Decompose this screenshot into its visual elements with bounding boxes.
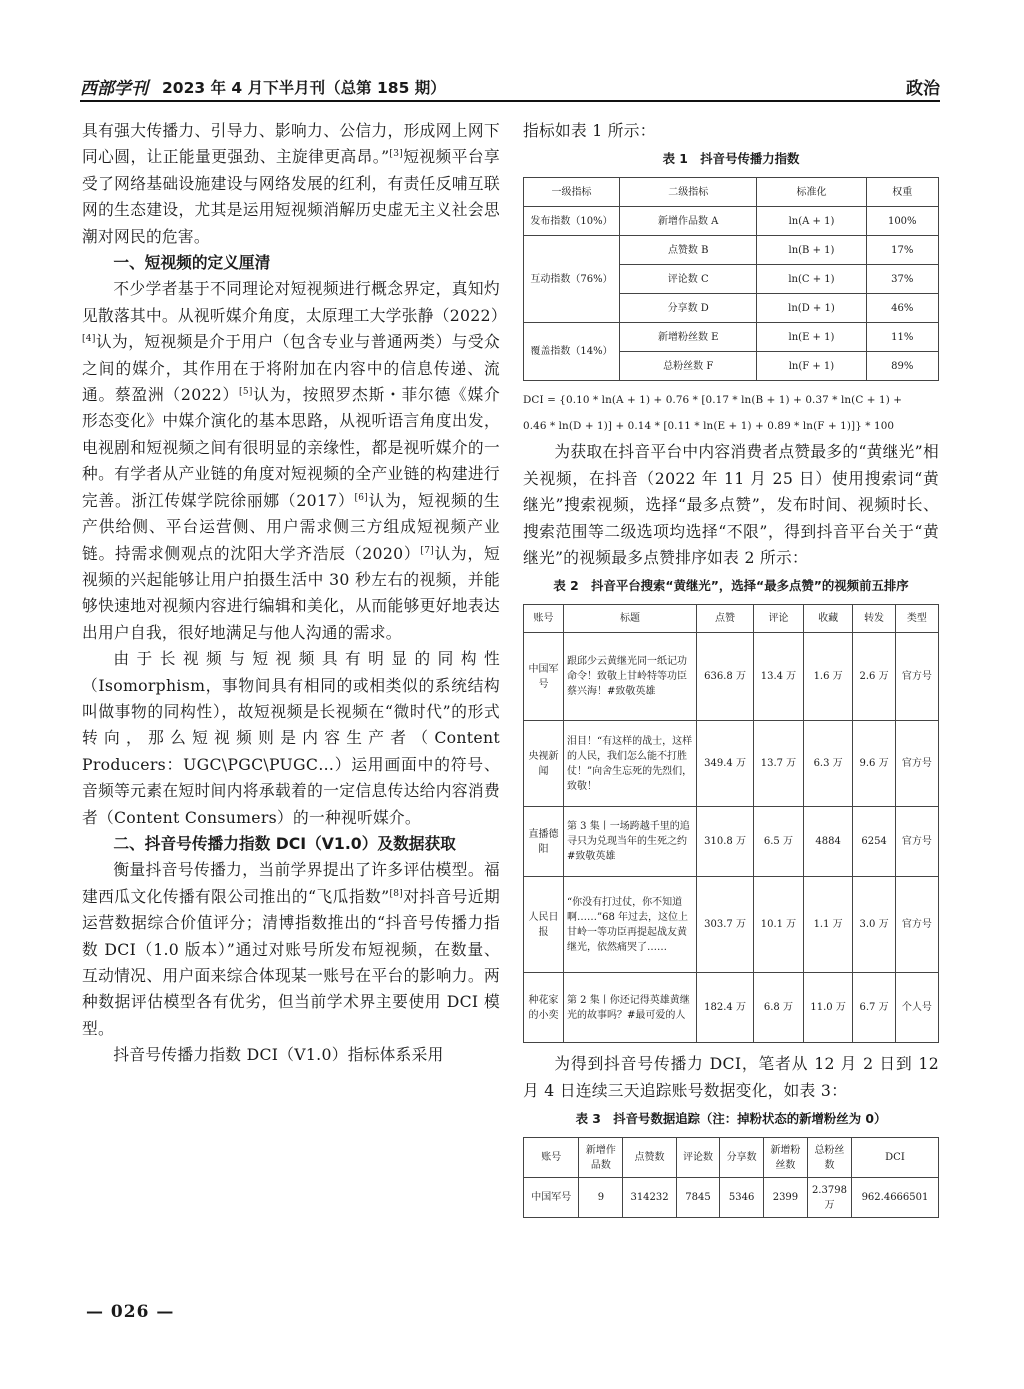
table-cell: 点赞数 B [620, 236, 757, 265]
table-cell: ln(E + 1) [757, 323, 866, 352]
left-column [82, 118, 507, 1069]
citation[interactable]: [3] [389, 149, 404, 160]
table-header-cell: 账号 [524, 605, 564, 633]
table-top-videos [523, 604, 939, 1043]
table-header-cell: 评论数 [676, 1138, 720, 1178]
table-cell: 303.7 万 [697, 877, 754, 973]
table-cell: 第 2 集丨你还记得英雄黄继光的故事吗？#最可爱的人 [564, 973, 697, 1043]
table-cell: 6.7 万 [853, 973, 895, 1043]
table-cell: 覆盖指数（14%） [524, 323, 620, 381]
table-header-cell: 二级指标 [620, 178, 757, 207]
table-cell: 跟邱少云黄继光同一纸记功命令！致敬上甘岭特等功臣蔡兴海！#致敬英雄 [564, 633, 697, 721]
table-cell: 6.8 万 [754, 973, 804, 1043]
table-cell: 314232 [623, 1178, 676, 1218]
table-cell: 6254 [853, 807, 895, 877]
issue-info: 2023 年 4 月下半月刊（总第 185 期） [162, 79, 446, 97]
table-header-cell: DCI [851, 1138, 938, 1178]
table-cell: 1.6 万 [803, 633, 853, 721]
table-cell: 9 [579, 1178, 623, 1218]
table-row [524, 973, 939, 1043]
table-cell: 官方号 [895, 877, 938, 973]
table-cell: 37% [866, 265, 939, 294]
header-rule [80, 100, 940, 102]
table-header-cell: 点赞 [697, 605, 754, 633]
table-header-cell: 总粉丝数 [807, 1138, 851, 1178]
table-cell: 962.4666501 [851, 1178, 938, 1218]
table-header-cell: 收藏 [803, 605, 853, 633]
table-header-row [524, 1138, 939, 1178]
table-cell: 5346 [720, 1178, 764, 1218]
table-cell: 1.1 万 [803, 877, 853, 973]
table-caption: 表 2 抖音平台搜索“黄继光”，选择“最多点赞”的视频前五排序 [553, 578, 909, 594]
paragraph: 为获取在抖音平台中内容消费者点赞最多的“黄继光”相关视频，在抖音（2022 年 11 月 25 日）使用搜索词“黄继光”搜索视频，选择“最多点赞”，发布时间、视频时长、搜索范围等二级选项均选择“不限”，得到抖音平台关于“黄继光”的视频最多点赞排序如表 2 所示： [523, 442, 939, 568]
table-cell: 中国军号 [524, 1178, 579, 1218]
table-row [524, 323, 939, 352]
table-cell: 评论数 C [620, 265, 757, 294]
right-column [523, 118, 939, 1218]
table-cell: 17% [866, 236, 939, 265]
table-cell: 636.8 万 [697, 633, 754, 721]
paragraph: 由于长视频与短视频具有明显的同构性（Isomorphism，事物间具有相同的或相类似的系统结构叫做事物的同构性），故短视频是长视频在“微时代”的形式转向，那么短视频则是内容生产者（Content Producers：UGC\PGC\PUGC…）运用画面中的符号、音频等元素在短时间内将承载着的一定信息传达给内容消费者（Content Consumers）的一种视听媒介。 [82, 649, 500, 827]
table-cell: 互动指数（76%） [524, 236, 620, 323]
table-cell: 发布指数（10%） [524, 207, 620, 236]
table-dci-index [523, 177, 939, 381]
table-header-cell: 账号 [524, 1138, 579, 1178]
formula [523, 387, 939, 439]
citation[interactable]: [8] [389, 888, 404, 899]
table-header-cell: 转发 [853, 605, 895, 633]
table-cell: 10.1 万 [754, 877, 804, 973]
table-cell: ln(A + 1) [757, 207, 866, 236]
table-cell: “你没有打过仗，你不知道啊……”68 年过去，这位上甘岭一等功臣再提起战友黄继光，依然痛哭了…… [564, 877, 697, 973]
table-header-cell: 新增粉丝数 [763, 1138, 807, 1178]
table-header-cell: 评论 [754, 605, 804, 633]
table-cell: 9.6 万 [853, 721, 895, 807]
table-cell: 第 3 集丨一场跨越千里的追寻只为兑现当年的生死之约#致敬英雄 [564, 807, 697, 877]
table-cell: 种花家的小奕 [524, 973, 564, 1043]
page-header [80, 74, 940, 98]
table-cell: 新增作品数 A [620, 207, 757, 236]
table-cell: ln(B + 1) [757, 236, 866, 265]
formula-line: 0.46 * ln(D + 1)] + 0.14 * [0.11 * ln(E + 1) + 0.89 * ln(F + 1)]} * 100 [523, 420, 895, 433]
table-header-row [524, 605, 939, 633]
table-cell: 100% [866, 207, 939, 236]
table-cell: 2.3798 万 [807, 1178, 851, 1218]
table-cell: ln(D + 1) [757, 294, 866, 323]
table-header-cell: 一级指标 [524, 178, 620, 207]
table-header-row [524, 178, 939, 207]
table-cell: 央视新闻 [524, 721, 564, 807]
page-number: — 026 — [86, 1302, 175, 1322]
table-cell: 分享数 D [620, 294, 757, 323]
table-account-tracking [523, 1137, 939, 1218]
table-cell: 个人号 [895, 973, 938, 1043]
table-header-cell: 点赞数 [623, 1138, 676, 1178]
section-heading: 一、短视频的定义厘清 [113, 253, 271, 273]
table-row [524, 721, 939, 807]
journal-logo: 西部学刊 [80, 79, 148, 99]
table-cell: 13.7 万 [754, 721, 804, 807]
table-header-cell: 新增作品数 [579, 1138, 623, 1178]
table-header-cell: 类型 [895, 605, 938, 633]
citation[interactable]: [5] [239, 386, 253, 397]
paragraph: 衡量抖音号传播力，当前学界提出了许多评估模型。福建西瓜文化传播有限公司推出的“飞瓜指数”[8]对抖音号近期运营数据综合价值评分；清博指数推出的“抖音号传播力指数 DCI（1.0 版本）”通过对账号所发布短视频，在数量、互动情况、用户面来综合体现某一账号在平台的影响力。两种数据评估模型各有优劣，但当前学术界主要使用 DCI 模型。 [82, 860, 500, 1038]
table-cell: ln(C + 1) [757, 265, 866, 294]
table-cell: 46% [866, 294, 939, 323]
table-cell: 182.4 万 [697, 973, 754, 1043]
table-header-cell: 分享数 [720, 1138, 764, 1178]
table-cell: 310.8 万 [697, 807, 754, 877]
table-cell: 2399 [763, 1178, 807, 1218]
table-cell: 中国军号 [524, 633, 564, 721]
table-row [524, 633, 939, 721]
table-cell: 89% [866, 352, 939, 381]
table-cell: 总粉丝数 F [620, 352, 757, 381]
table-header-cell: 权重 [866, 178, 939, 207]
section-name: 政治 [906, 79, 940, 99]
table-cell: 2.6 万 [853, 633, 895, 721]
table-cell: 新增粉丝数 E [620, 323, 757, 352]
table-cell: 11.0 万 [803, 973, 853, 1043]
table-cell: 3.0 万 [853, 877, 895, 973]
table-cell: 349.4 万 [697, 721, 754, 807]
paragraph: 具有强大传播力、引导力、影响力、公信力，形成网上网下同心圆，让正能量更强劲、主旋律更高昂。”[3]短视频平台享受了网络基础设施建设与网络发展的红利，有责任反哺互联网的生态建设，尤其是运用短视频消解历史虚无主义社会思潮对网民的危害。 [82, 121, 500, 246]
paragraph: 不少学者基于不同理论对短视频进行概念界定，真知灼见散落其中。从视听媒介角度，太原理工大学张静（2022）[4]认为，短视频是介于用户（包含专业与普通两类）与受众之间的媒介，其作用在于将附加在内容中的信息传递、流通。蔡盈洲（2022）[5]认为，按照罗杰斯・菲尔德《媒介形态变化》中媒介演化的基本思路，从视听语言角度出发，电视剧和短视频之间有很明显的亲缘性，都是视听媒介的一种。有学者从产业链的角度对短视频的全产业链的构建进行完善。浙江传媒学院徐丽娜（2017）[6]认为，短视频的生产供给侧、平台运营侧、用户需求侧三方组成短视频产业链。持需求侧观点的沈阳大学齐浩辰（2020）[7]认为，短视频的兴起能够让用户拍摄生活中 30 秒左右的视频，并能够快速地对视频内容进行编辑和美化，从而能够更好地表达出用户自我，很好地满足与他人沟通的需求。 [82, 279, 507, 642]
table-header-cell: 标准化 [757, 178, 866, 207]
table-cell: 7845 [676, 1178, 720, 1218]
table-row [524, 1178, 939, 1218]
paragraph: 抖音号传播力指数 DCI（V1.0）指标体系采用 [113, 1045, 444, 1065]
table-caption: 表 3 抖音号数据追踪（注：掉粉状态的新增粉丝为 0） [575, 1111, 887, 1127]
paragraph: 指标如表 1 所示： [523, 121, 656, 140]
table-cell: 官方号 [895, 633, 938, 721]
citation[interactable]: [7] [420, 545, 435, 556]
table-cell: 泪目！“有这样的战士，这样的人民，我们怎么能不打胜仗！”向舍生忘死的先烈们，致敬！ [564, 721, 697, 807]
table-cell: 人民日报 [524, 877, 564, 973]
table-row [524, 877, 939, 973]
table-cell: ln(F + 1) [757, 352, 866, 381]
citation[interactable]: [4] [82, 334, 96, 345]
section-heading: 二、抖音号传播力指数 DCI（V1.0）及数据获取 [113, 833, 456, 853]
table-cell: 4884 [803, 807, 853, 877]
table-cell: 官方号 [895, 721, 938, 807]
table-row [524, 207, 939, 236]
citation[interactable]: [6] [354, 492, 369, 503]
table-cell: 官方号 [895, 807, 938, 877]
table-cell: 6.5 万 [754, 807, 804, 877]
table-row [524, 807, 939, 877]
table-row [524, 236, 939, 265]
table-cell: 直播德阳 [524, 807, 564, 877]
table-caption: 表 1 抖音号传播力指数 [662, 151, 800, 167]
table-header-cell: 标题 [564, 605, 697, 633]
formula-line: DCI = {0.10 * ln(A + 1) + 0.76 * [0.17 * ln(B + 1) + 0.37 * ln(C + 1) + [523, 394, 903, 407]
table-cell: 6.3 万 [803, 721, 853, 807]
paragraph: 为得到抖音号传播力 DCI，笔者从 12 月 2 日到 12 月 4 日连续三天追踪账号数据变化，如表 3： [523, 1054, 939, 1100]
table-cell: 13.4 万 [754, 633, 804, 721]
table-cell: 11% [866, 323, 939, 352]
